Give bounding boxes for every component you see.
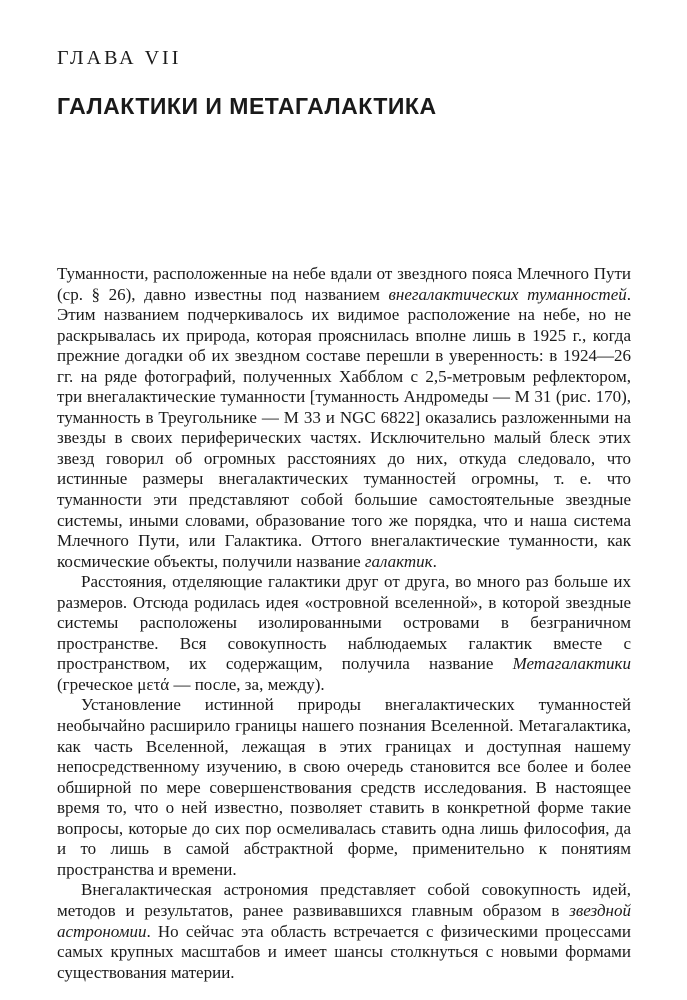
paragraph-3: Установление истинной природы внегалактических туманностей необычайно расширило границы нашего познания Вселенной. Метагалактика, как часть Вселенной, лежащая в этих границах и доступная нашему непосредственному изучению, в свою очередь становится все более и более обширной по мере совершенствования средств исследования. В настоящее время то, что о ней известно, позволяет ставить в конкретной форме такие вопросы, которые до сих пор осмеливалась ставить одна лишь философия, да и то лишь в самой абстрактной форме, применительно к понятиям пространства и времени. [57, 695, 631, 879]
paragraph-1-text-c: . [432, 551, 437, 571]
chapter-label: ГЛАВА VII [57, 47, 182, 69]
paragraph-1 [57, 264, 631, 572]
paragraph-1-term-galaxies: галактик [364, 551, 433, 571]
paragraph-2-text-a: Расстояния, отделяющие галактики друг от друга, во много раз больше их размеров. Отсюда родилась идея «островной вселенной», в которой звездные системы расположены изолированными островами в безграничном пространстве. Вся совокупность наблюдаемых галактик вместе с пространством, их содержащим, получила название [57, 572, 631, 674]
paragraph-4-term-stellar-astronomy: звездной астрономии [57, 900, 631, 941]
paragraph-4-text-a: Внегалактическая астрономия представляет собой совокупность идей, методов и результатов, ранее развивавшихся главным образом в [57, 880, 631, 920]
chapter-body [57, 264, 631, 983]
chapter-title: ГАЛАКТИКИ И МЕТАГАЛАКТИКА [57, 93, 437, 119]
paragraph-4-text-b: . Но сейчас эта область встречается с физическими процессами самых крупных масштабов и имеет шансы столкнуться с новыми формами существования материи. [57, 921, 631, 982]
paragraph-1-term-extragalactic-nebulae: внегалактических туманностей [388, 284, 627, 304]
paragraph-2-term-metagalaxy: Метагалактики [512, 654, 631, 674]
paragraph-4 [57, 880, 631, 983]
paragraph-1-text-a: Туманности, расположенные на небе вдали от звездного пояса Млечного Пути (ср. § 26), давно известны под названием [57, 264, 631, 304]
paragraph-1-text-b: . Этим названием подчеркивалось их видимое расположение на небе, но не раскрывалась их природа, которая прояснилась вполне лишь в 1925 г., когда прежние догадки об их звездном составе перешли в уверенность: в 1924—26 гг. на ряде фотографий, полученных Хабблом с 2,5-метровым рефлектором, три внегалактические туманности [туманность Андромеды — М 31 (рис. 170), туманность в Треугольнике — М 33 и NGC 6822] оказались разложенными на звезды в своих периферических частях. Исключительно малый блеск этих звезд говорил об огромных расстояниях до них, откуда следовало, что истинные размеры внегалактических туманностей огромны, т. е. что туманности эти представляют собой большие самостоятельные звездные системы, иными словами, образование того же порядка, что и наша система Млечного Пути, или Галактика. Оттого внегалактические туманности, как космические объекты, получили название [57, 284, 631, 571]
paragraph-2-text-b: (греческое μετά — после, за, между). [57, 674, 325, 694]
paragraph-2 [57, 572, 631, 695]
